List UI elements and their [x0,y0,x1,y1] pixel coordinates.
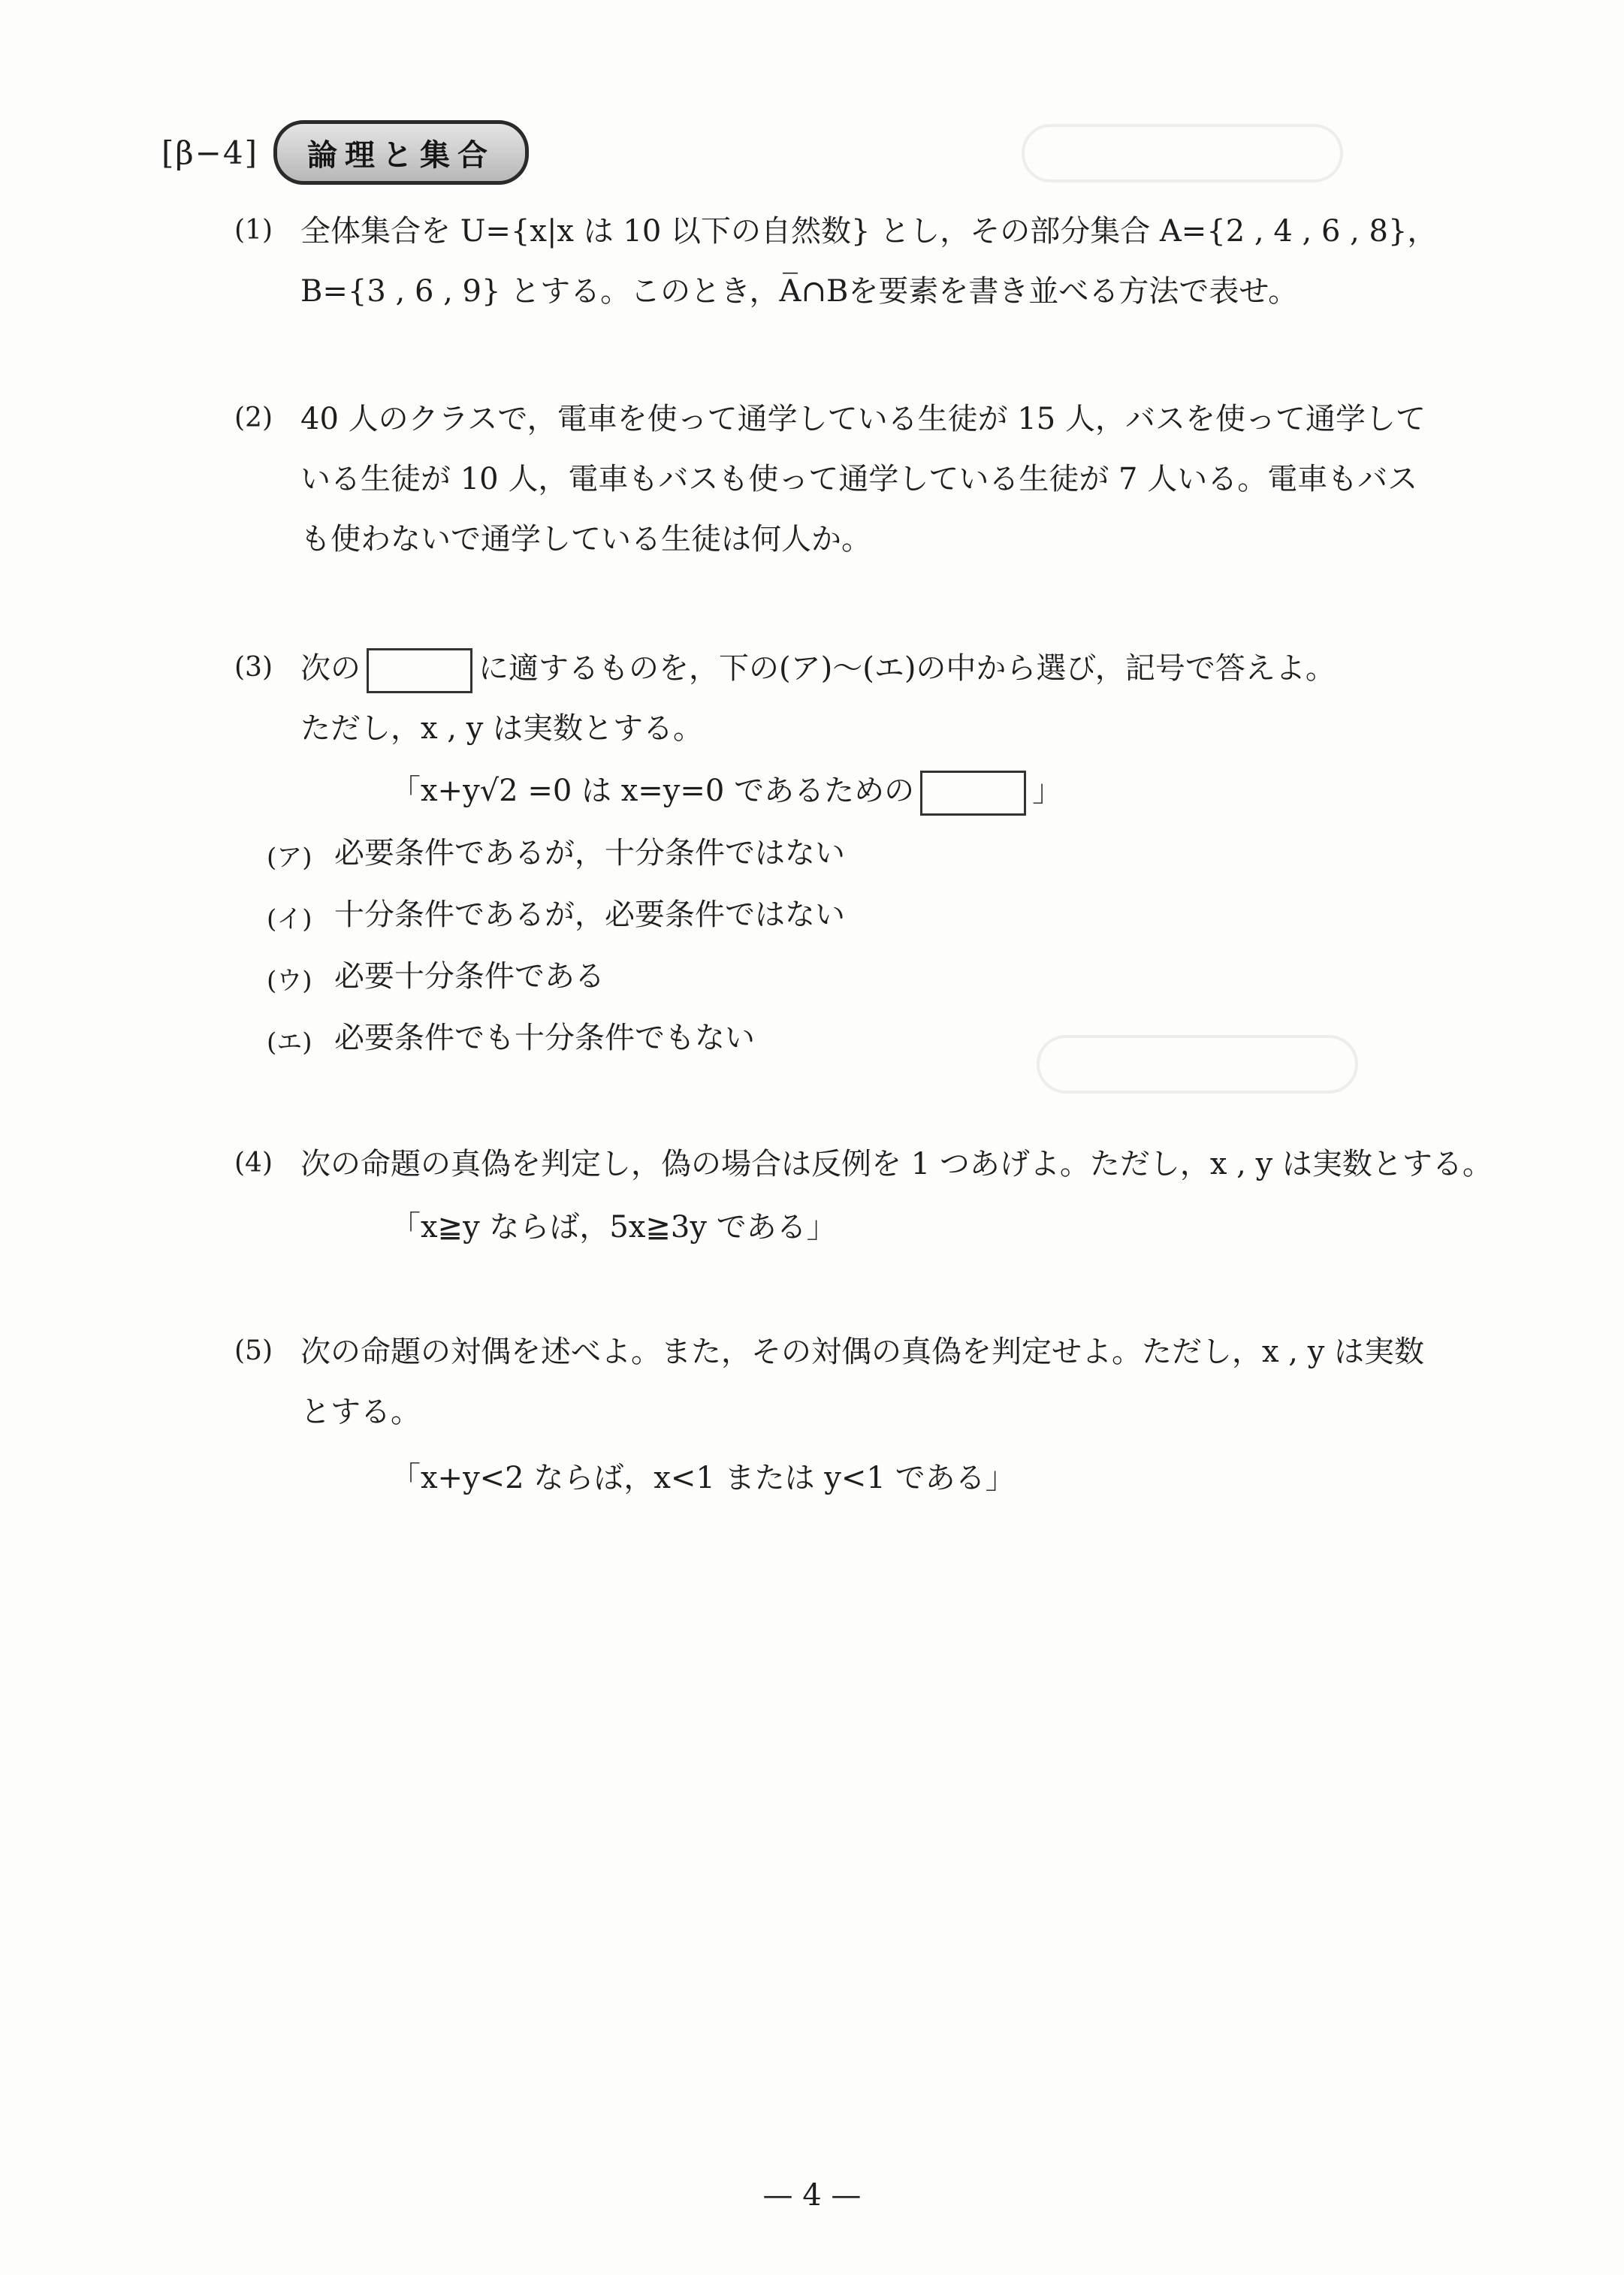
problem-number: (1) [234,215,273,246]
problem-number: (4) [234,1148,273,1178]
text-fragment: 次の [300,651,361,686]
choice-text: 必要条件であるが，十分条件ではない [334,836,845,870]
choice-text: 必要十分条件である [334,959,605,994]
proposition: 「x≧y ならば，5x≧3y である」 [391,1210,837,1245]
choice-label: (イ) [267,904,312,934]
problem-number: (5) [234,1335,273,1366]
bleed-through-pill [1022,124,1343,183]
page-number: — 4 — [762,2178,862,2213]
problem-text-line [300,647,1336,693]
problem-text-line: とする。 [300,1395,421,1429]
problem-number: (2) [234,403,273,433]
problem-text-line: B={3 , 6 , 9} とする。このとき，A̅∩Bを要素を書き並べる方法で表せ。 [300,274,1299,309]
answer-blank [920,771,1026,816]
proposition [391,770,1062,816]
problem-text-line: 40 人のクラスで，電車を使って通学している生徒が 15 人，バスを使って通学して [300,402,1426,436]
bleed-through-pill [1037,1035,1358,1094]
problem-text-line: ただし，x , y は実数とする。 [300,711,704,746]
choice-label: (エ) [267,1027,312,1058]
problem-text-line: 次の命題の真偽を判定し，偽の場合は反例を 1 つあげよ。ただし，x , y は実数とする。 [300,1147,1493,1181]
problem-text-line: 次の命題の対偶を述べよ。また，その対偶の真偽を判定せよ。ただし，x , y は実数 [300,1335,1425,1369]
section-title: 論理と集合 [273,120,529,185]
choice-label: (ウ) [267,966,312,996]
text-fragment: に適するものを，下の(ア)〜(エ)の中から選び，記号で答えよ。 [478,651,1336,686]
answer-blank [367,648,472,693]
section-id: [β−4] [161,134,258,171]
text-fragment: 「x+y√2 =0 は x=y=0 であるための [391,774,915,808]
choice-label: (ア) [267,843,312,873]
choice-text: 必要条件でも十分条件でもない [334,1021,755,1055]
problem-text-line: 全体集合を U={x|x は 10 以下の自然数} とし，その部分集合 A={2 , 4 , 6 , 8}， [300,214,1438,249]
section-header [161,119,529,186]
problem-text-line: も使わないで通学している生徒は何人か。 [300,522,871,557]
problem-number: (3) [234,652,273,683]
choice-text: 十分条件であるが，必要条件ではない [334,898,845,932]
proposition: 「x+y<2 ならば，x<1 または y<1 である」 [391,1461,1016,1495]
problem-text-line: いる生徒が 10 人，電車もバスも使って通学している生徒が 7 人いる。電車もバス [300,462,1418,496]
text-fragment: 」 [1032,774,1063,808]
